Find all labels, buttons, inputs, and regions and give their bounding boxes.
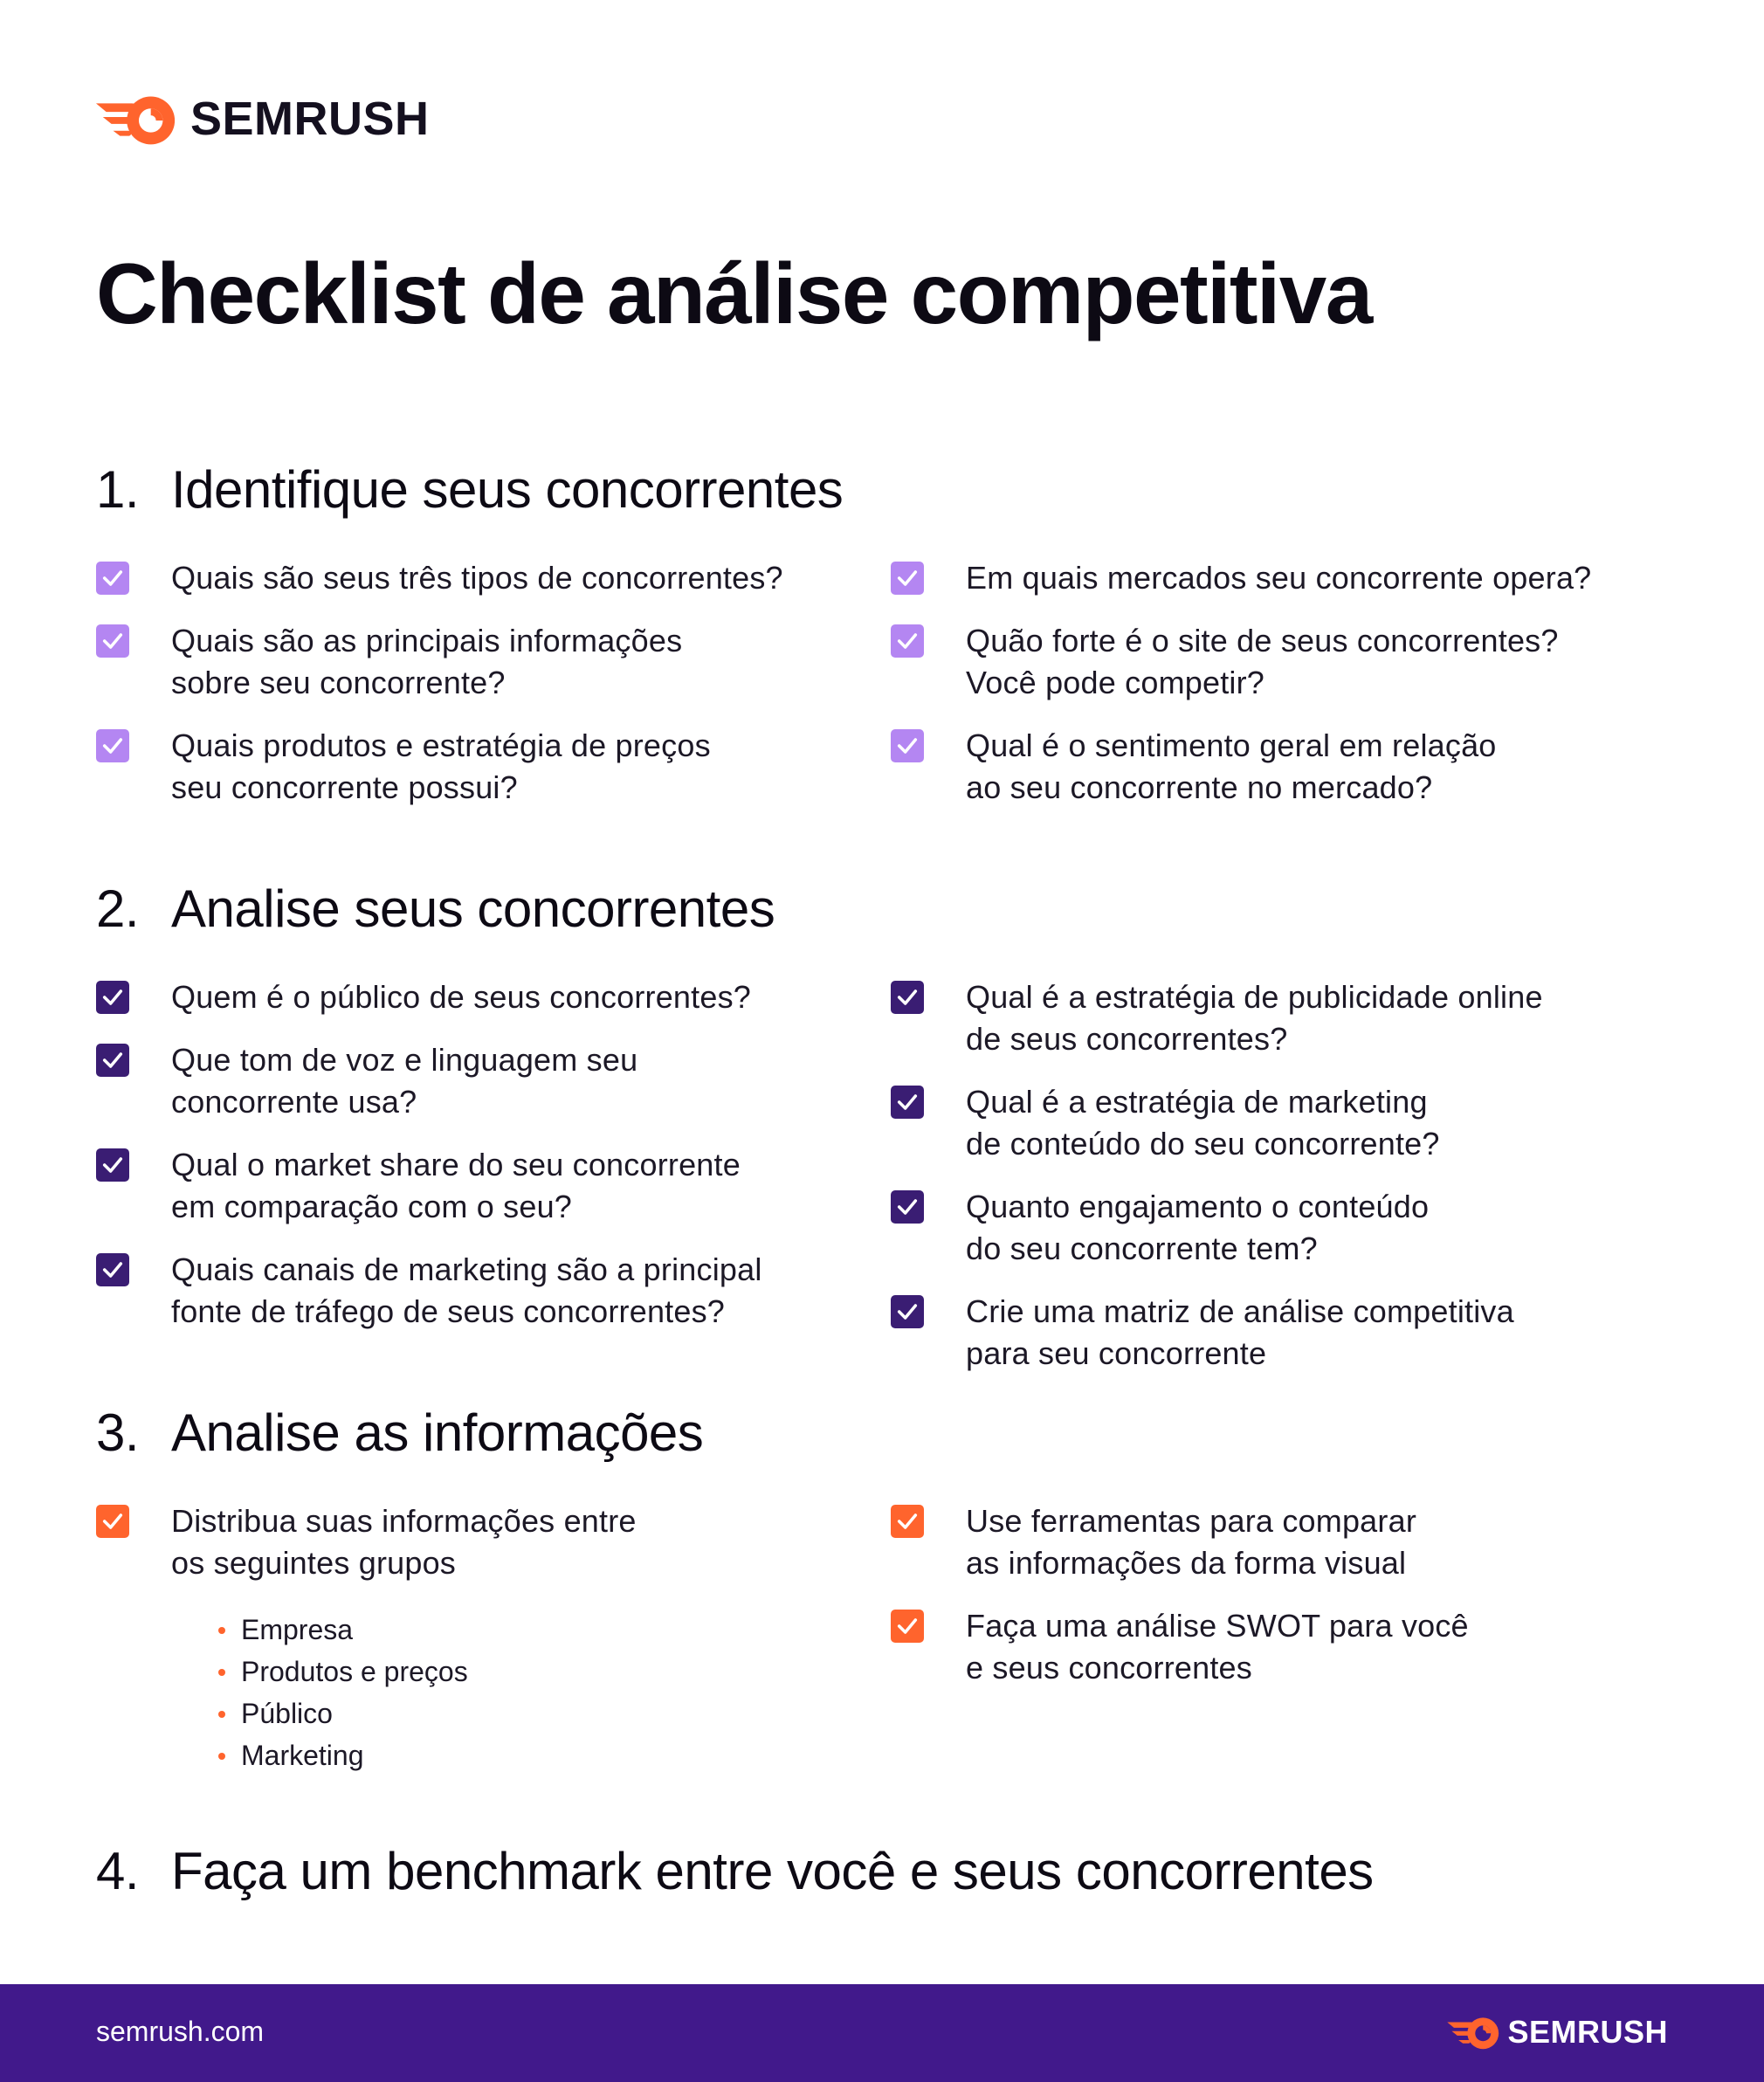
checkbox-checked-icon[interactable]: [891, 729, 924, 762]
semrush-flame-icon: [94, 91, 180, 147]
checkbox-checked-icon[interactable]: [96, 981, 129, 1014]
checklist-item-text: Que tom de voz e linguagem seu concorrente usa?: [171, 1042, 638, 1120]
checklist-item-text: Quais são as principais informações sobre seu concorrente?: [171, 623, 683, 700]
section-number: 1.: [96, 460, 140, 519]
checklist-item-text: Quais canais de marketing são a principal fonte de tráfego de seus concorrentes?: [171, 1251, 762, 1329]
checklist-item-text: Quem é o público de seus concorrentes?: [171, 979, 751, 1015]
checkbox-checked-icon[interactable]: [96, 729, 129, 762]
checkbox-checked-icon[interactable]: [891, 1610, 924, 1643]
checkbox-checked-icon[interactable]: [891, 1295, 924, 1328]
checklist-item[interactable]: [96, 1500, 637, 1584]
checklist-item[interactable]: [891, 557, 1591, 599]
list-item: Público: [218, 1692, 468, 1734]
checklist-item-text: Qual é a estratégia de marketing de conteúdo do seu concorrente?: [966, 1084, 1440, 1162]
checklist-item-text: Use ferramentas para comparar as informações da forma visual: [966, 1503, 1417, 1581]
list-item: Marketing: [218, 1734, 468, 1776]
footer-url-link[interactable]: semrush.com: [96, 2016, 265, 2047]
section-heading-4: [96, 1841, 1374, 1901]
checkbox-checked-icon[interactable]: [96, 1044, 129, 1077]
checkbox-checked-icon[interactable]: [891, 1190, 924, 1224]
section-number: 3.: [96, 1403, 140, 1462]
checklist-item-text: Em quais mercados seu concorrente opera?: [966, 560, 1592, 596]
list-item: Empresa: [218, 1609, 468, 1651]
semrush-flame-icon: [1446, 2014, 1502, 2051]
semrush-logo: [94, 91, 430, 147]
section-title: Analise seus concorrentes: [171, 879, 775, 938]
section-heading-3: [96, 1403, 703, 1463]
checkbox-checked-icon[interactable]: [891, 981, 924, 1014]
checkbox-checked-icon[interactable]: [96, 1148, 129, 1182]
checkbox-checked-icon[interactable]: [891, 1505, 924, 1538]
checklist-item[interactable]: [96, 1039, 637, 1123]
page-title: Checklist de análise competitiva: [96, 245, 1372, 341]
checklist-item[interactable]: [891, 1500, 1416, 1584]
section-number: 2.: [96, 879, 140, 938]
checklist-item[interactable]: [891, 725, 1497, 809]
checklist-item-text: Distribua suas informações entre os seguintes grupos: [171, 1503, 637, 1581]
checkbox-checked-icon[interactable]: [891, 562, 924, 595]
checklist-item-text: Quão forte é o site de seus concorrentes? Você pode competir?: [966, 623, 1559, 700]
footer-brand-wordmark: SEMRUSH: [1507, 2014, 1668, 2050]
checklist-item[interactable]: [96, 1144, 741, 1228]
footer: [0, 1984, 1764, 2082]
checklist-item[interactable]: [891, 620, 1559, 704]
checklist-item-text: Crie uma matriz de análise competitiva para seu concorrente: [966, 1293, 1514, 1371]
section-heading-2: [96, 879, 775, 939]
section-title: Identifique seus concorrentes: [171, 460, 844, 519]
checklist-item[interactable]: [891, 1291, 1514, 1375]
section-number: 4.: [96, 1842, 140, 1900]
checklist-item[interactable]: [891, 1605, 1469, 1689]
section-heading-1: [96, 459, 843, 520]
footer-semrush-logo: [1446, 2014, 1668, 2051]
section-title: Faça um benchmark entre você e seus concorrentes: [171, 1842, 1374, 1900]
checklist-item[interactable]: [96, 725, 711, 809]
checklist-item[interactable]: [891, 1081, 1440, 1165]
checklist-item[interactable]: [891, 1186, 1429, 1270]
checklist-item[interactable]: [96, 620, 682, 704]
checklist-item-text: Faça uma análise SWOT para você e seus concorrentes: [966, 1608, 1469, 1686]
checkbox-checked-icon[interactable]: [96, 1505, 129, 1538]
checklist-item-text: Qual o market share do seu concorrente em comparação com o seu?: [171, 1147, 741, 1224]
checkbox-checked-icon[interactable]: [96, 562, 129, 595]
checkbox-checked-icon[interactable]: [891, 624, 924, 658]
group-bullet-list: [218, 1609, 468, 1776]
brand-wordmark: SEMRUSH: [190, 93, 430, 145]
checklist-item-text: Qual é o sentimento geral em relação ao seu concorrente no mercado?: [966, 727, 1497, 805]
section-title: Analise as informações: [171, 1403, 704, 1462]
checklist-item[interactable]: [96, 1249, 762, 1333]
checkbox-checked-icon[interactable]: [96, 624, 129, 658]
checklist-item-text: Quais produtos e estratégia de preços seu concorrente possui?: [171, 727, 711, 805]
checklist-item-text: Quanto engajamento o conteúdo do seu concorrente tem?: [966, 1189, 1430, 1266]
checklist-item[interactable]: [96, 557, 783, 599]
checkbox-checked-icon[interactable]: [96, 1253, 129, 1286]
checkbox-checked-icon[interactable]: [891, 1086, 924, 1119]
checklist-item[interactable]: [96, 976, 751, 1018]
list-item: Produtos e preços: [218, 1651, 468, 1692]
checklist-item-text: Quais são seus três tipos de concorrentes?: [171, 560, 783, 596]
checklist-item[interactable]: [891, 976, 1543, 1060]
checklist-item-text: Qual é a estratégia de publicidade online de seus concorrentes?: [966, 979, 1543, 1057]
